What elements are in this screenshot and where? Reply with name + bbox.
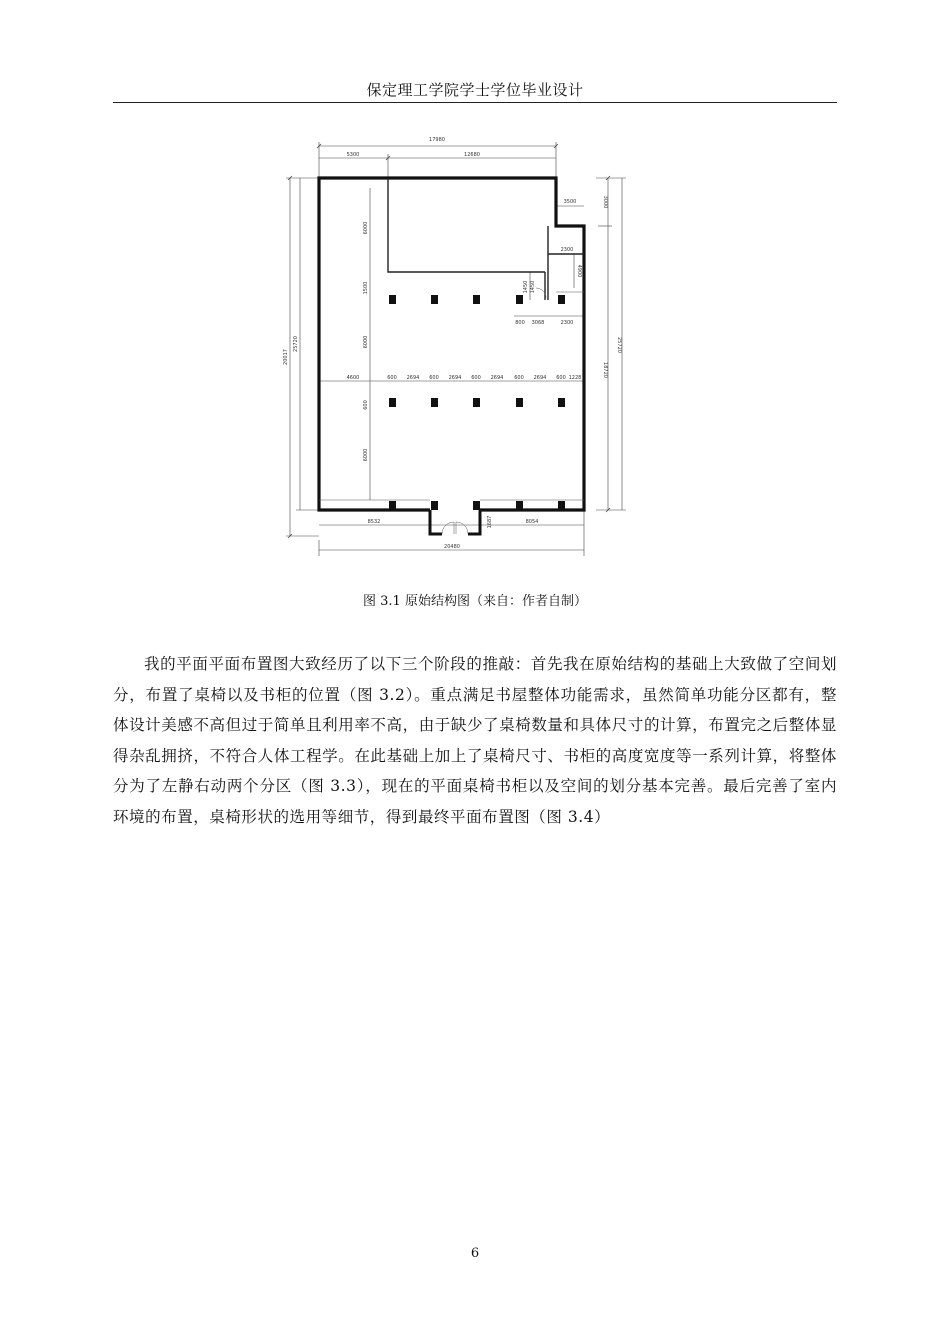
floor-plan-drawing: [276, 130, 636, 560]
dim-small-3068: 3068: [531, 320, 545, 326]
dim-row-seg-a5: 600: [556, 375, 566, 381]
dim-bottom-entry: 1687: [487, 515, 493, 529]
header-rule: [113, 102, 837, 103]
figure-caption: 图 3.1 原始结构图（来自：作者自制）: [363, 594, 587, 609]
dim-row-seg-a2: 600: [429, 375, 439, 381]
dim-right-mid-height: 4900: [576, 264, 582, 278]
dim-row-left: 4600: [346, 375, 360, 381]
dim-top-total: 17980: [429, 137, 445, 143]
dim-row-seg-b4: 2694: [533, 375, 547, 381]
dim-inner-6000c: 6000: [363, 448, 369, 462]
dim-right-total-height: 25720: [616, 337, 622, 353]
dim-inner-6000: 6000: [363, 221, 369, 235]
floor-plan-figure: [276, 130, 636, 560]
dim-row-seg-a3: 600: [471, 375, 481, 381]
dim-door-right: 1450: [530, 280, 536, 294]
dim-row-seg-a4: 600: [514, 375, 524, 381]
dim-row-end: 1228: [568, 375, 582, 381]
page-header: 保定理工学院学士学位毕业设计: [366, 81, 584, 99]
dim-row-seg-b1: 2694: [406, 375, 420, 381]
dim-top-left: 5300: [346, 152, 360, 158]
dim-right-mid-width: 2300: [560, 247, 574, 253]
dim-small-2300: 2300: [560, 320, 574, 326]
dim-right-top-width: 3500: [563, 199, 577, 205]
dim-lower-row-600: 600: [363, 400, 369, 410]
dim-right-top-height: 3000: [602, 195, 608, 209]
dim-row-seg-a1: 600: [387, 375, 397, 381]
dim-left-total-height: 20017: [283, 349, 289, 365]
dim-small-800: 800: [515, 320, 525, 326]
dim-bottom-right: 8054: [525, 519, 539, 525]
dim-left-inner-height: 25720: [293, 336, 299, 352]
dim-door-left: 1450: [523, 280, 529, 294]
dim-top-right: 12680: [464, 152, 480, 158]
dim-bottom-total: 20480: [444, 544, 460, 550]
dim-row-seg-b3: 2694: [490, 375, 504, 381]
dim-row-seg-b2: 2694: [448, 375, 462, 381]
dim-right-lower-height: 18720: [602, 362, 608, 378]
body-paragraph: 我的平面平面布置图大致经历了以下三个阶段的推敲：首先我在原始结构的基础上大致做了空间划分，布置了桌椅以及书柜的位置（图 3.2）。重点满足书屋整体功能需求，虽然简单功能分区都有，整体设计美感不高但过于简单且利用率不高，由于缺少了桌椅数量和具体尺寸的计算，布置完之后整体显得杂乱拥挤，不符合人体工程学。在此基础上加上了桌椅尺寸、书柜的高度宽度等一系列计算，将整体分为了左静右动两个分区（图 3.3），现在的平面桌椅书柜以及空间的划分基本完善。最后完善了室内环境的布置，桌椅形状的选用等细节，得到最终平面布置图（图 3.4）: [113, 655, 837, 826]
page-number: 6: [470, 1246, 480, 1261]
dim-inner-1500: 1500: [363, 281, 369, 295]
dim-bottom-left: 8532: [367, 519, 381, 525]
dim-inner-6000b: 6000: [363, 335, 369, 349]
